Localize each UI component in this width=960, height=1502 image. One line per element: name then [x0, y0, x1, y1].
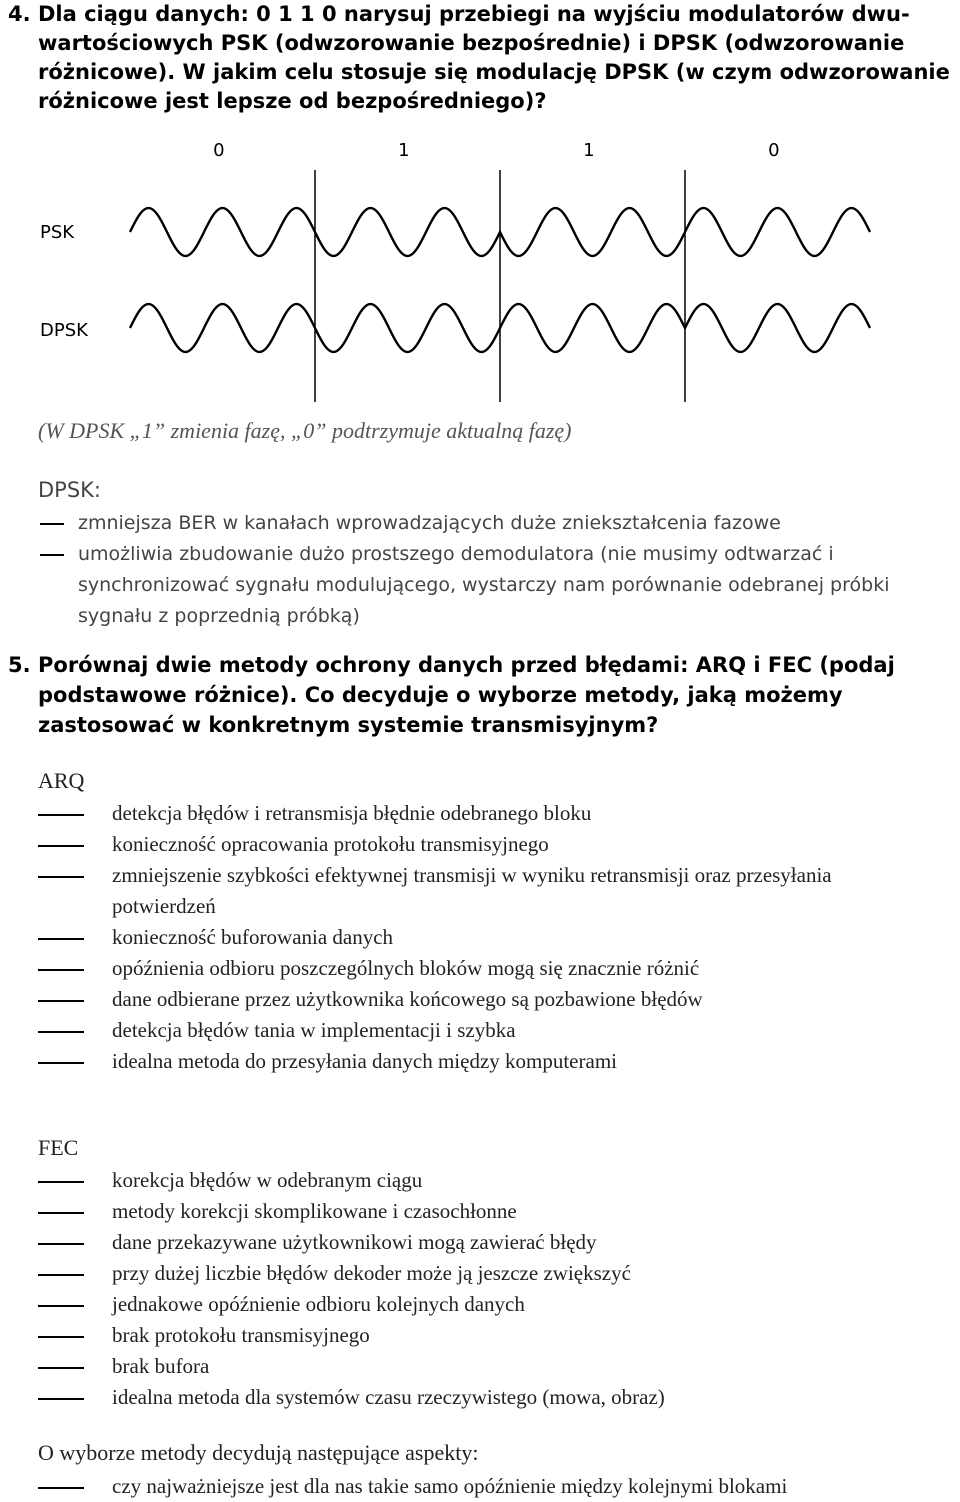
- dash-bullet: [38, 1336, 84, 1338]
- list-item: [38, 1351, 938, 1382]
- list-item-text: czy najważniejsze jest dla nas takie samo opóźnienie między kolejnymi blokami: [112, 1474, 788, 1498]
- question-5: [8, 650, 953, 740]
- list-item-text: idealna metoda do przesyłania danych między komputerami: [112, 1049, 617, 1073]
- dash-bullet: [38, 1031, 84, 1033]
- list-item: [38, 860, 938, 922]
- list-item-text: konieczność buforowania danych: [112, 925, 394, 949]
- list-item-text: dane przekazywane użytkownikowi mogą zawierać błędy: [112, 1230, 597, 1254]
- dash-bullet: [38, 1181, 84, 1183]
- list-item: [38, 1258, 938, 1289]
- list-item: [38, 1471, 938, 1502]
- list-item: [38, 829, 938, 860]
- modulation-figure: [0, 130, 960, 410]
- list-item-text: metody korekcji skomplikowane i czasochłonne: [112, 1199, 517, 1223]
- dpsk-label: DPSK: [40, 320, 88, 341]
- question-4: [8, 0, 953, 116]
- list-item: [38, 1015, 938, 1046]
- list-item-text: zmniejszenie szybkości efektywnej transmisji w wyniku retransmisji oraz przesyłania potwierdzeń: [112, 863, 832, 918]
- list-item: [38, 1046, 938, 1077]
- dash-bullet: [38, 1212, 84, 1214]
- list-item: [38, 539, 948, 632]
- list-item: [38, 798, 938, 829]
- dash-bullet: [38, 814, 84, 816]
- list-item: [38, 1196, 938, 1227]
- list-item: [38, 984, 938, 1015]
- bit-dividers: [315, 170, 685, 402]
- dash-bullet: [40, 554, 64, 556]
- dash-bullet: [38, 1305, 84, 1307]
- list-item-text: przy dużej liczbie błędów dekoder może ją jeszcze zwiększyć: [112, 1261, 631, 1285]
- question-text: Porównaj dwie metody ochrony danych przed błędami: ARQ i FEC (podaj podstawowe różnice). Co decyduje o wyborze metody, jaką możemy zastosować w konkretnym systemie transmisyjnym?: [38, 653, 895, 737]
- list-item-text: konieczność opracowania protokołu transmisyjnego: [112, 832, 549, 856]
- question-text: Dla ciągu danych: 0 1 1 0 narysuj przebiegi na wyjściu modulatorów dwu-wartościowych PSK (odwzorowanie bezpośrednie) i DPSK (odwzorowanie różnicowe). W jakim celu stosuje się modulację DPSK (w czym odwzorowanie różnicowe jest lepsze od bezpośredniego)?: [38, 2, 950, 113]
- list-item-text: detekcja błędów tania w implementacji i szybka: [112, 1018, 516, 1042]
- list-item-text: brak bufora: [112, 1354, 210, 1378]
- list-item: [38, 953, 938, 984]
- bit-label: 1: [398, 140, 410, 161]
- dpsk-heading: DPSK:: [38, 478, 102, 502]
- list-item-text: detekcja błędów i retransmisja błędnie odebranego bloku: [112, 801, 592, 825]
- list-item-text: umożliwia zbudowanie dużo prostszego demodulatora (nie musimy odtwarzać i synchronizować sygnału modulującego, wystarczy nam porównanie odebranej próbki sygnału z poprzednią próbką): [78, 543, 890, 627]
- bit-label: 0: [768, 140, 780, 161]
- question-number: 5.: [8, 653, 31, 677]
- list-item: [38, 508, 948, 539]
- question-number: 4.: [8, 2, 31, 26]
- bit-label: 0: [213, 140, 225, 161]
- final-list: [38, 1471, 938, 1502]
- list-item-text: opóźnienia odbioru poszczególnych bloków mogą się znacznie różnić: [112, 956, 700, 980]
- fec-list: [38, 1165, 938, 1413]
- bit-labels: [213, 140, 779, 161]
- list-item-text: zmniejsza BER w kanałach wprowadzających duże zniekształcenia fazowe: [78, 512, 781, 534]
- dash-bullet: [38, 1367, 84, 1369]
- dash-bullet: [38, 1243, 84, 1245]
- list-item: [38, 922, 938, 953]
- bit-label: 1: [583, 140, 595, 161]
- dash-bullet: [38, 845, 84, 847]
- list-item-text: idealna metoda dla systemów czasu rzeczywistego (mowa, obraz): [112, 1385, 665, 1409]
- dash-bullet: [38, 969, 84, 971]
- list-item: [38, 1165, 938, 1196]
- dash-bullet: [38, 1000, 84, 1002]
- list-item-text: korekcja błędów w odebranym ciągu: [112, 1168, 423, 1192]
- fec-heading: FEC: [38, 1135, 79, 1160]
- dash-bullet: [40, 523, 64, 525]
- dash-bullet: [38, 876, 84, 878]
- dash-bullet: [38, 1398, 84, 1400]
- psk-label: PSK: [40, 222, 75, 243]
- arq-heading: ARQ: [38, 768, 85, 793]
- list-item-text: brak protokołu transmisyjnego: [112, 1323, 370, 1347]
- dpsk-list: [38, 508, 948, 632]
- arq-list: [38, 798, 938, 1077]
- list-item: [38, 1320, 938, 1351]
- list-item-text: dane odbierane przez użytkownika końcowego są pozbawione błędów: [112, 987, 703, 1011]
- list-item-text: jednakowe opóźnienie odbioru kolejnych danych: [112, 1292, 525, 1316]
- list-item: [38, 1289, 938, 1320]
- dash-bullet: [38, 938, 84, 940]
- dash-bullet: [38, 1487, 84, 1489]
- dash-bullet: [38, 1062, 84, 1064]
- final-heading: O wyborze metody decydują następujące aspekty:: [38, 1440, 479, 1465]
- dash-bullet: [38, 1274, 84, 1276]
- list-item: [38, 1227, 938, 1258]
- dpsk-note: (W DPSK „1” zmienia fazę, „0” podtrzymuje aktualną fazę): [38, 418, 572, 443]
- list-item: [38, 1382, 938, 1413]
